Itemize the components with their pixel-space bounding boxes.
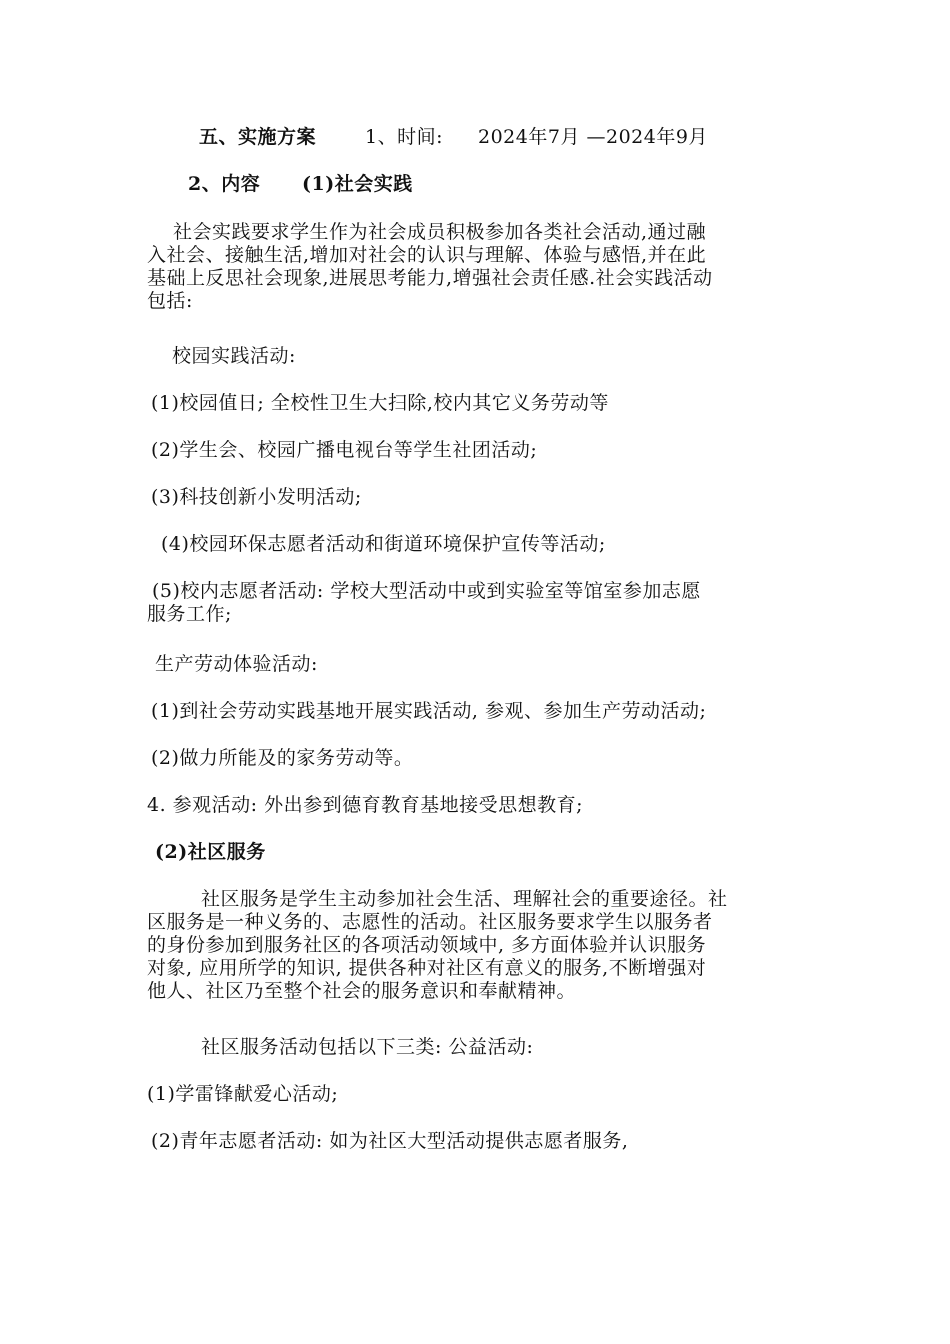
labor-item: (2)做力所能及的家务劳动等。 (151, 747, 414, 769)
community-categories-intro: 社区服务活动包括以下三类: 公益活动: (201, 1036, 534, 1058)
volunteer-line: (5)校内志愿者活动: 学校大型活动中或到实验室等馆室参加志愿 (152, 580, 701, 602)
labor-title: 生产劳动体验活动: (155, 653, 318, 675)
community-intro-line: 他人、社区乃至整个社会的服务意识和奉献精神。 (147, 980, 577, 1002)
campus-item: (1)校园值日; 全校性卫生大扫除,校内其它义务劳动等 (151, 392, 609, 414)
time-range: 2024年7月 —2024年9月 (478, 126, 708, 148)
community-item: (2)青年志愿者活动: 如为社区大型活动提供志愿者服务, (151, 1130, 629, 1152)
intro-line: 基础上反思社会现象,进展思考能力,增强社会责任感.社会实践活动 (147, 267, 713, 289)
community-intro-line: 的身份参加到服务社区的各项活动领域中, 多方面体验并认识服务 (147, 934, 707, 956)
intro-line: 包括: (147, 290, 193, 312)
intro-line: 社会实践要求学生作为社会成员积极参加各类社会活动,通过融 (173, 221, 707, 243)
social-practice-heading: (1)社会实践 (302, 173, 413, 195)
section-title: 五、实施方案 (199, 126, 317, 148)
community-intro-line: 对象, 应用所学的知识, 提供各种对社区有意义的服务,不断增强对 (147, 957, 707, 979)
section-heading (199, 126, 316, 149)
community-service-heading: (2)社区服务 (155, 841, 266, 863)
labor-item: (1)到社会劳动实践基地开展实践活动, 参观、参加生产劳动活动; (151, 700, 707, 722)
community-intro-line: 社区服务是学生主动参加社会生活、理解社会的重要途径。社 (201, 888, 728, 910)
intro-line: 入社会、接触生活,增加对社会的认识与理解、体验与感悟,并在此 (147, 244, 707, 266)
campus-practice-title: 校园实践活动: (172, 345, 296, 367)
volunteer-line: 服务工作; (147, 603, 232, 625)
campus-item: (3)科技创新小发明活动; (151, 486, 362, 508)
campus-item: (4)校园环保志愿者活动和街道环境保护宣传等活动; (161, 533, 606, 555)
time-label: 1、时间: (365, 126, 443, 148)
campus-item: (2)学生会、校园广播电视台等学生社团活动; (151, 439, 538, 461)
content-heading: 2、内容 (188, 173, 261, 195)
community-intro-line: 区服务是一种义务的、志愿性的活动。社区服务要求学生以服务者 (147, 911, 713, 933)
community-item: (1)学雷锋献爱心活动; (147, 1083, 339, 1105)
community-service-intro (147, 888, 728, 1003)
social-practice-intro (147, 221, 713, 313)
visit-activity: 4. 参观活动: 外出参到德育教育基地接受思想教育; (147, 794, 584, 816)
volunteer-paragraph (147, 580, 701, 626)
